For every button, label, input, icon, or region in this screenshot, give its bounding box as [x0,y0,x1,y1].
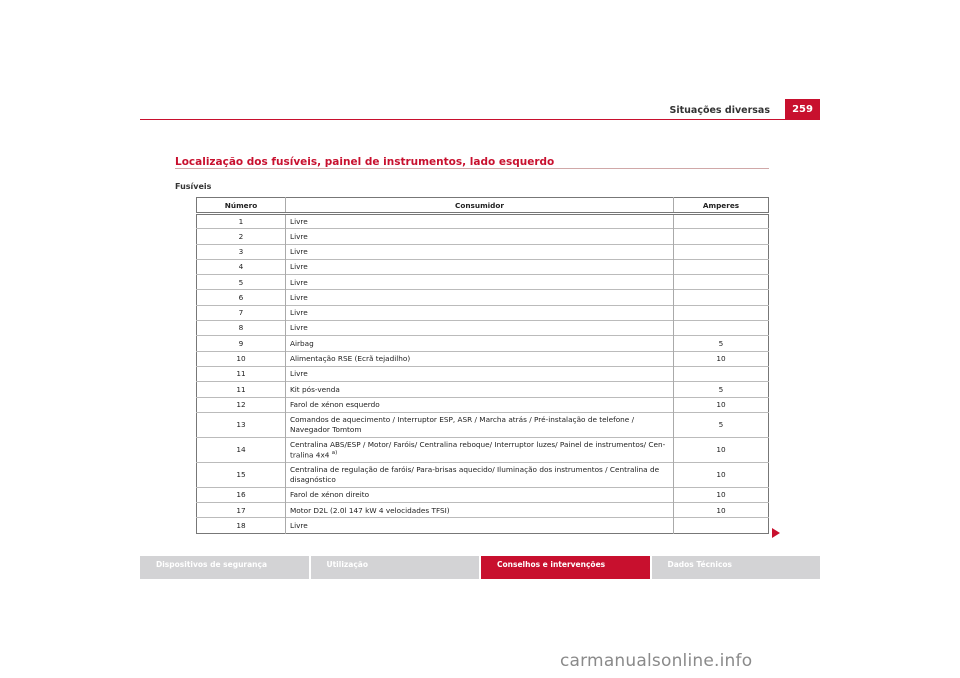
fuse-consumer: Kit pós-venda [286,382,674,397]
table-row [197,412,769,437]
fuse-number: 5 [197,275,286,290]
fuse-amperes [674,518,769,533]
fuse-consumer: Farol de xénon esquerdo [286,397,674,412]
fuse-consumer: Comandos de aquecimento / Interruptor ESP, ASR / Marcha atrás / Pré-instalação de telefone / Navegador Tomtom [286,412,674,437]
header-divider [140,119,820,120]
fuse-consumer: Livre [286,229,674,244]
fuse-number: 4 [197,259,286,274]
table-row [197,351,769,366]
fuse-amperes [674,244,769,259]
fuse-number: 15 [197,462,286,487]
section-title-divider [175,168,769,169]
table-row [197,518,769,533]
fuse-number: 1 [197,214,286,229]
footer-tab-utilizacao[interactable]: Utilização [311,556,480,579]
fuse-number: 3 [197,244,286,259]
table-row [197,321,769,336]
fuse-number: 16 [197,487,286,502]
fuse-consumer: Livre [286,518,674,533]
watermark-text: carmanualsonline.info [560,651,753,671]
fuse-consumer: Centralina de regulação de faróis/ Para-brisas aquecido/ Iluminação dos instrumentos / Centralina de disagnóstico [286,462,674,487]
footer-tab-dados-tecnicos[interactable]: Dados Técnicos [652,556,821,579]
fuse-amperes: 5 [674,382,769,397]
table-row [197,397,769,412]
fuse-amperes: 10 [674,437,769,462]
fuse-table [196,197,769,534]
table-row [197,275,769,290]
fuse-consumer: Livre [286,366,674,381]
fuse-consumer: Motor D2L (2.0l 147 kW 4 velocidades TFSI) [286,503,674,518]
next-page-arrow-icon[interactable] [772,528,780,538]
fuse-consumer: Alimentação RSE (Ecrã tejadilho) [286,351,674,366]
table-row [197,366,769,381]
fuse-table-header-row [197,198,769,214]
fuse-number: 9 [197,336,286,351]
section-title: Localização dos fusíveis, painel de instrumentos, lado esquerdo [175,156,555,168]
table-row [197,229,769,244]
fuse-amperes: 10 [674,397,769,412]
fuse-consumer: Livre [286,305,674,320]
fuse-amperes [674,305,769,320]
table-row [197,214,769,229]
footer-tab-conselhos-intervencoes[interactable]: Conselhos e intervenções [481,556,650,579]
fuse-number: 18 [197,518,286,533]
fuse-amperes: 10 [674,462,769,487]
fuse-amperes [674,321,769,336]
fuse-amperes [674,275,769,290]
page-number-badge: 259 [785,99,820,119]
fuse-consumer: Livre [286,259,674,274]
fuse-amperes [674,366,769,381]
table-row [197,259,769,274]
fuse-consumer-text: Centralina ABS/ESP / Motor/ Faróis/ Centralina reboque/ Interruptor luzes/ Painel de instrumentos/ Cen-tralina 4x4 [290,439,666,460]
fuse-number: 7 [197,305,286,320]
fuse-number: 12 [197,397,286,412]
fuse-consumer: Farol de xénon direito [286,487,674,502]
column-header-amperes: Amperes [674,198,769,214]
fuse-amperes [674,214,769,229]
fuse-table-body [197,214,769,534]
fuse-amperes: 10 [674,487,769,502]
fuse-amperes [674,259,769,274]
table-row [197,305,769,320]
table-row [197,503,769,518]
table-row [197,290,769,305]
fuse-number: 13 [197,412,286,437]
table-row [197,382,769,397]
table-row [197,462,769,487]
table-row [197,244,769,259]
column-header-consumer: Consumidor [286,198,674,214]
fuse-number: 11 [197,382,286,397]
page-header-title: Situações diversas [669,105,770,116]
fuse-number: 2 [197,229,286,244]
fuse-number: 6 [197,290,286,305]
footer-navigation [140,556,820,579]
fuse-consumer: Livre [286,214,674,229]
fuse-amperes [674,290,769,305]
footnote-marker: a) [331,450,338,457]
fuse-consumer: Livre [286,275,674,290]
fuse-table-header [197,198,769,214]
column-header-number: Número [197,198,286,214]
fuse-number: 17 [197,503,286,518]
fuse-amperes: 5 [674,336,769,351]
fuse-consumer: Livre [286,321,674,336]
footer-tab-dispositivos-seguranca[interactable]: Dispositivos de segurança [140,556,309,579]
fuse-number: 8 [197,321,286,336]
fuse-amperes: 10 [674,503,769,518]
fuse-amperes: 5 [674,412,769,437]
fuse-number: 14 [197,437,286,462]
fuse-consumer-with-footnote [286,437,674,462]
table-row [197,437,769,462]
fuse-number: 11 [197,366,286,381]
table-row [197,487,769,502]
fuse-consumer: Livre [286,290,674,305]
fuse-amperes: 10 [674,351,769,366]
fuse-consumer: Livre [286,244,674,259]
section-subtitle: Fusíveis [175,182,212,191]
table-row [197,336,769,351]
fuse-consumer: Airbag [286,336,674,351]
fuse-number: 10 [197,351,286,366]
fuse-amperes [674,229,769,244]
